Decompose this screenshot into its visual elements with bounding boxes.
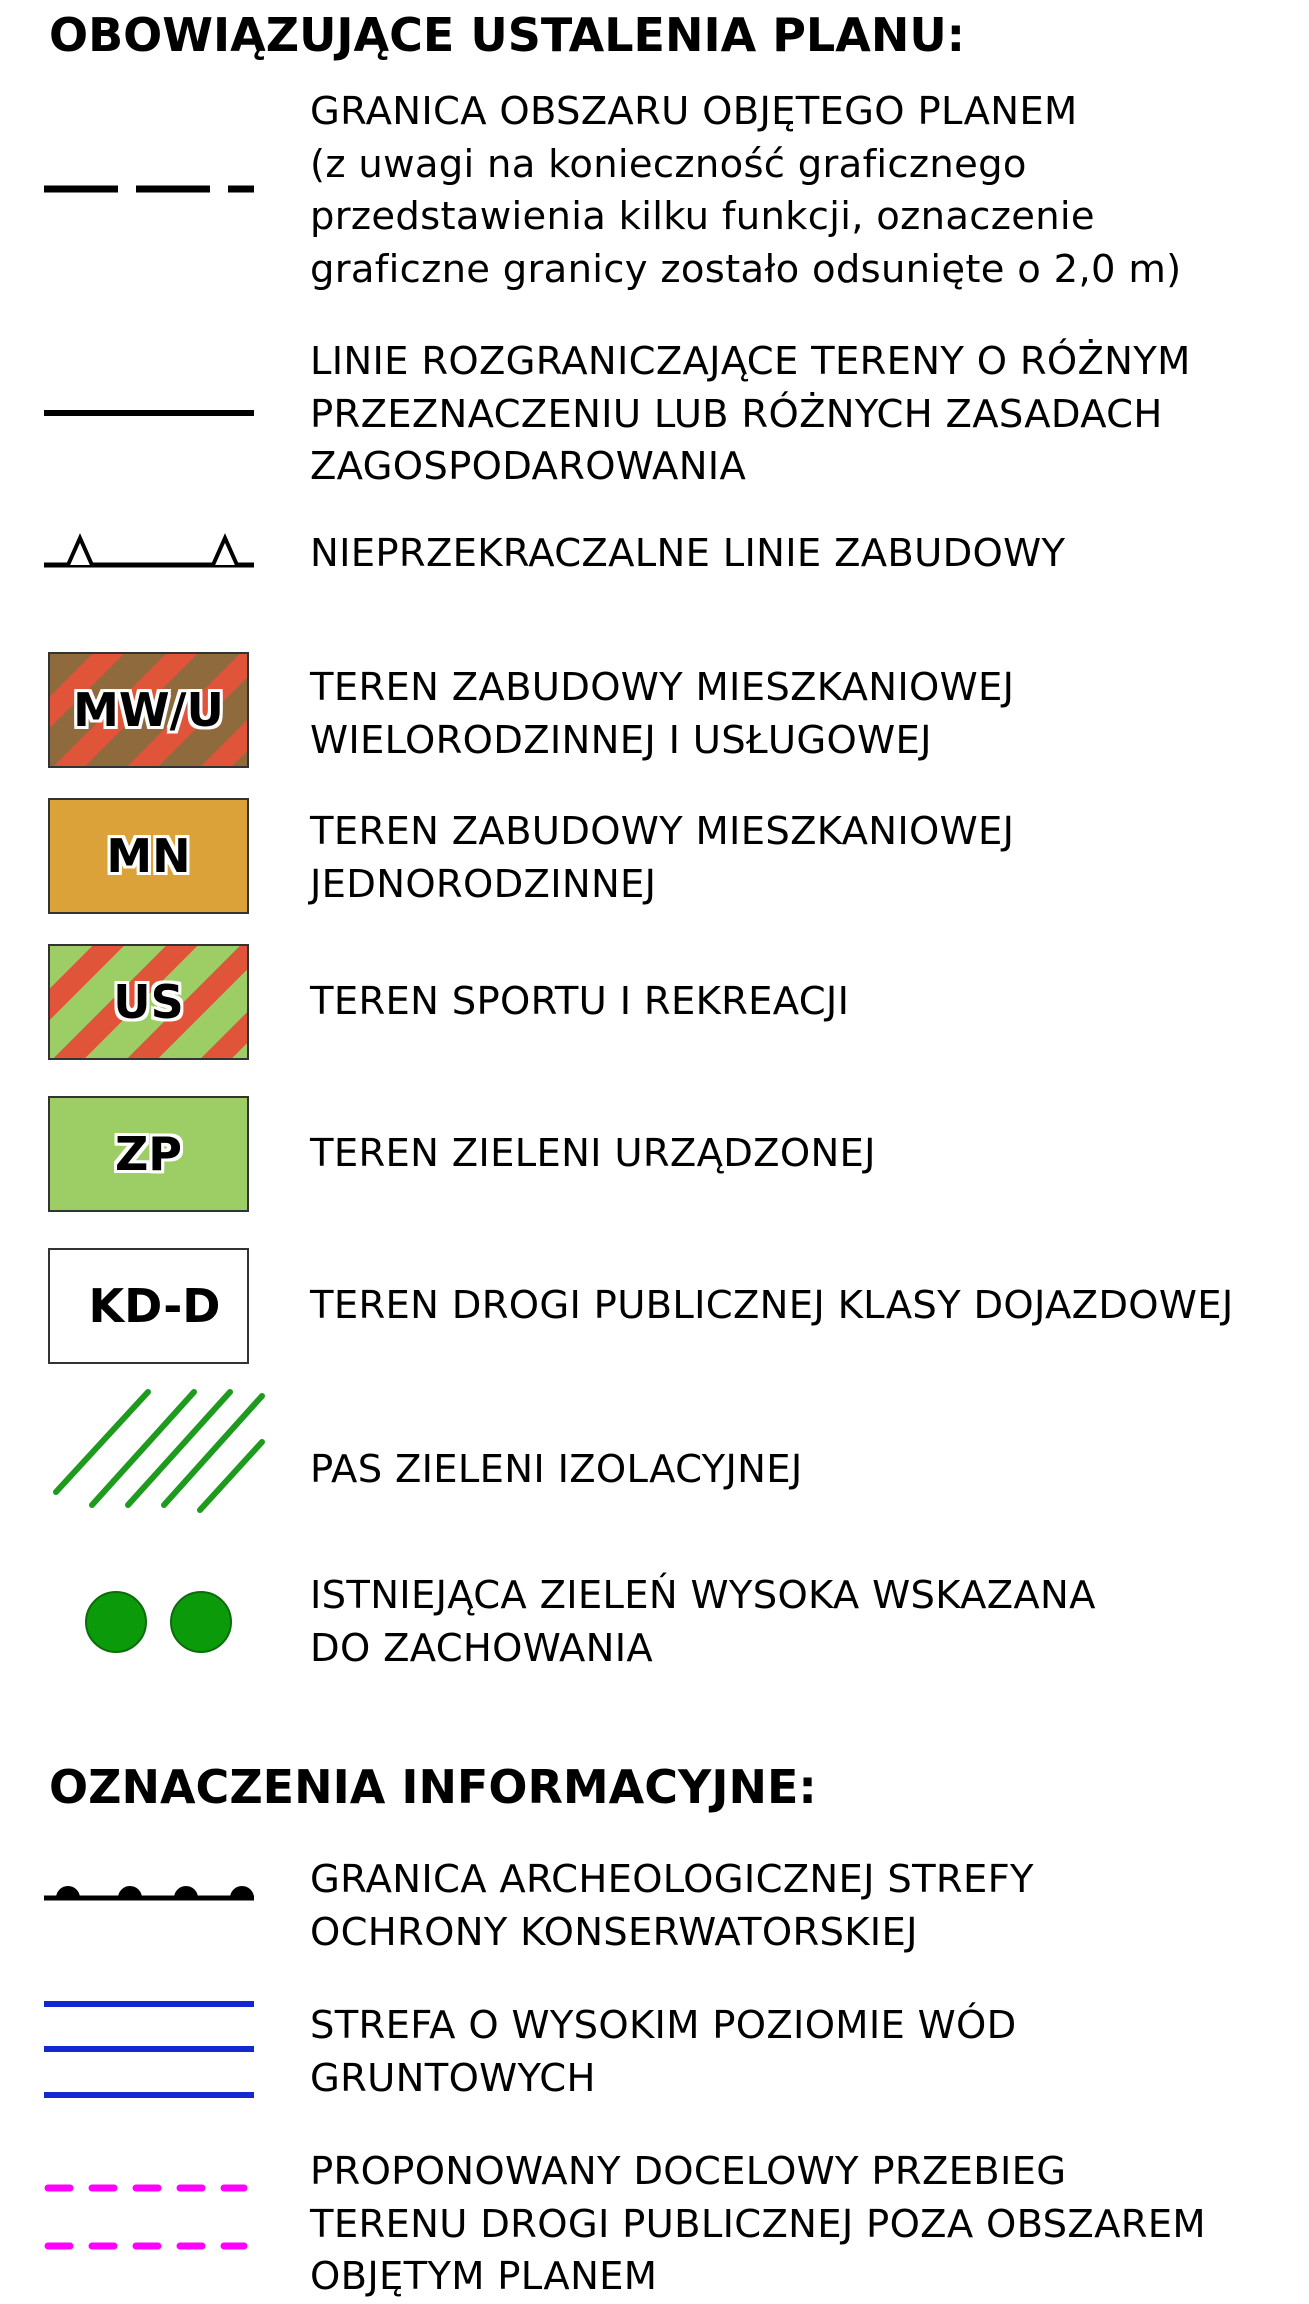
label-groundwater: STREFA O WYSOKIM POZIOMIE WÓD GRUNTOWYCH (310, 2003, 1017, 2101)
swatch-us (48, 944, 249, 1060)
swatch-mn (48, 798, 249, 914)
label-building-line: NIEPRZEKRACZALNE LINIE ZABUDOWY (310, 531, 1066, 576)
label-zp: TEREN ZIELENI URZĄDZONEJ (310, 1131, 876, 1176)
label-trees: ISTNIEJĄCA ZIELEŃ WYSOKA WSKAZANA DO ZACHOWANIA (310, 1573, 1096, 1671)
swatch-code-zp: ZP (114, 1127, 183, 1181)
line-with-bumps-icon (44, 1886, 254, 1898)
line-with-triangles-icon (44, 538, 254, 565)
triple-blue-lines-icon (44, 2004, 254, 2095)
swatch-code-us: US (113, 975, 184, 1029)
label-us: TEREN SPORTU I REKREACJI (310, 979, 850, 1024)
swatch-code-kdd: KD-D (88, 1279, 221, 1333)
green-dots-icon (86, 1592, 231, 1652)
label-kdd: TEREN DROGI PUBLICZNEJ KLASY DOJAZDOWEJ (310, 1283, 1234, 1328)
swatch-zp (48, 1096, 249, 1212)
label-archaeology: GRANICA ARCHEOLOGICZNEJ STREFY OCHRONY KONSERWATORSKIEJ (310, 1857, 1034, 1955)
section-heading-info: OZNACZENIA INFORMACYJNE: (49, 1760, 817, 1814)
green-diagonal-hatch-icon (56, 1392, 262, 1510)
label-mwu: TEREN ZABUDOWY MIESZKANIOWEJ WIELORODZINNEJ I USŁUGOWEJ (310, 665, 1015, 763)
label-mn: TEREN ZABUDOWY MIESZKANIOWEJ JEDNORODZINNEJ (310, 809, 1015, 907)
swatch-mwu (48, 652, 249, 768)
magenta-dashed-lines-icon (48, 2188, 244, 2246)
label-isolation-green: PAS ZIELENI IZOLACYJNEJ (310, 1447, 803, 1492)
swatch-code-mn: MN (106, 829, 191, 883)
label-boundary: GRANICA OBSZARU OBJĘTEGO PLANEM (z uwagi na konieczność graficznego przedstawienia kilku funkcji, oznaczenie graficzne granicy zostało odsunięte o 2,0 m) (310, 89, 1182, 292)
label-proposed-road: PROPONOWANY DOCELOWY PRZEBIEG TERENU DROGI PUBLICZNEJ POZA OBSZAREM OBJĘTYM PLANEM (310, 2149, 1206, 2299)
swatch-code-mwu: MW/U (73, 683, 224, 737)
label-demarcation: LINIE ROZGRANICZAJĄCE TERENY O RÓŻNYM PRZEZNACZENIU LUB RÓŻNYCH ZASADACH ZAGOSPODAROWANIA (310, 339, 1191, 489)
section-heading-binding: OBOWIĄZUJĄCE USTALENIA PLANU: (49, 8, 966, 62)
swatch-kdd (48, 1248, 249, 1364)
